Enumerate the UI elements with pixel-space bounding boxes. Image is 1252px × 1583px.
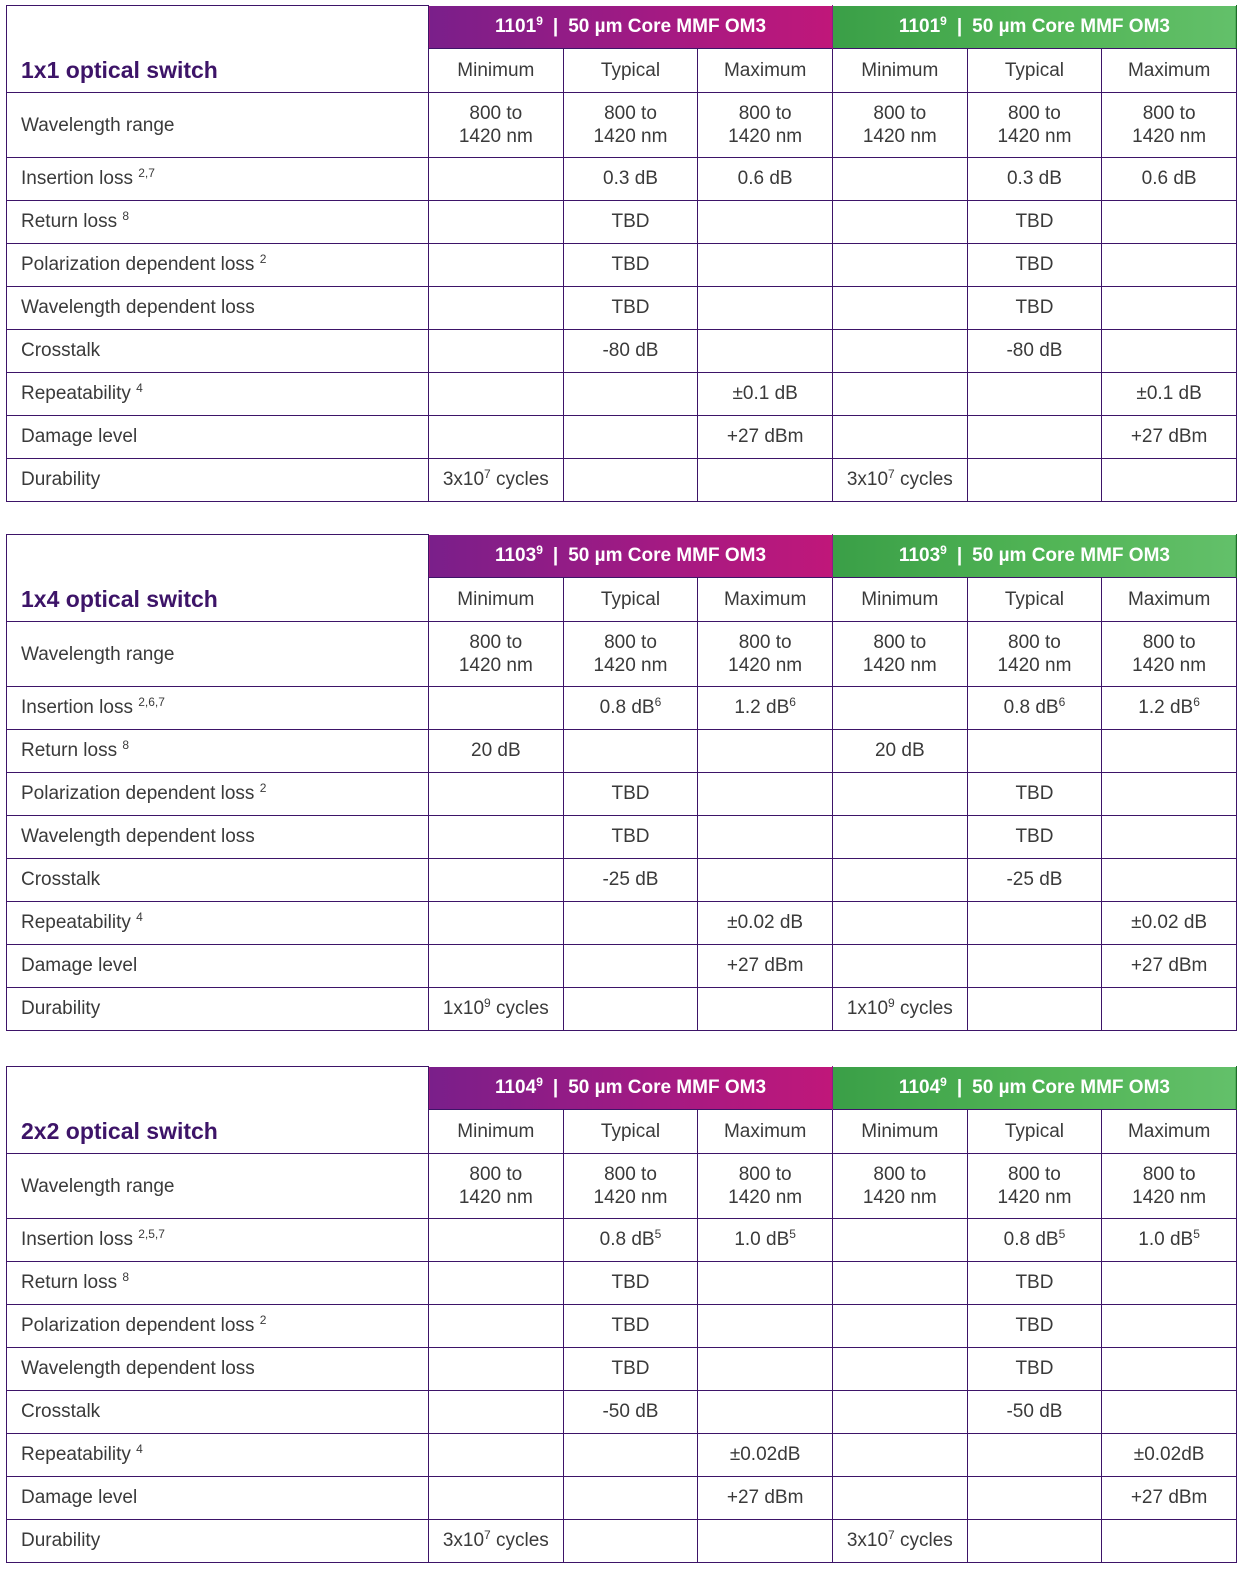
value-cell bbox=[429, 1477, 564, 1520]
table-row bbox=[7, 859, 1237, 902]
table-row bbox=[7, 158, 1237, 201]
column-header: Minimum bbox=[832, 1110, 967, 1154]
value-cell bbox=[967, 459, 1102, 502]
value-cell bbox=[563, 373, 698, 416]
row-label: Return loss $^8$ bbox=[7, 1262, 429, 1305]
value-cell bbox=[1102, 1348, 1237, 1391]
value-cell bbox=[1102, 244, 1237, 287]
value-cell bbox=[1102, 1520, 1237, 1563]
value-cell bbox=[832, 902, 967, 945]
row-label: Wavelength range bbox=[7, 622, 429, 687]
value-cell bbox=[698, 988, 833, 1031]
value-cell bbox=[832, 1305, 967, 1348]
table-row bbox=[7, 1154, 1237, 1219]
table-row bbox=[7, 730, 1237, 773]
value-cell: $3x10^7$ cycles bbox=[832, 1520, 967, 1563]
value-cell: -50 dB bbox=[563, 1391, 698, 1434]
value-cell bbox=[1102, 1391, 1237, 1434]
value-cell bbox=[698, 287, 833, 330]
value-cell bbox=[1102, 988, 1237, 1031]
value-cell: TBD bbox=[563, 244, 698, 287]
value-cell bbox=[429, 1305, 564, 1348]
value-cell bbox=[698, 1262, 833, 1305]
value-cell bbox=[967, 1434, 1102, 1477]
column-header: Maximum bbox=[698, 578, 833, 622]
group-header: 1103$^9$ | 50 µm Core MMF OM3 bbox=[429, 535, 833, 578]
value-cell bbox=[563, 730, 698, 773]
table-row bbox=[7, 945, 1237, 988]
row-label: Crosstalk bbox=[7, 330, 429, 373]
value-cell bbox=[832, 1219, 967, 1262]
row-label: Wavelength dependent loss bbox=[7, 287, 429, 330]
row-label: Durability bbox=[7, 459, 429, 502]
value-cell: TBD bbox=[967, 1305, 1102, 1348]
value-cell bbox=[429, 201, 564, 244]
value-cell: TBD bbox=[967, 1262, 1102, 1305]
group-header: 1101$^9$ | 50 µm Core MMF OM3 bbox=[832, 6, 1236, 49]
value-cell: -80 dB bbox=[563, 330, 698, 373]
row-label: Damage level bbox=[7, 945, 429, 988]
value-cell: 20 dB bbox=[429, 730, 564, 773]
value-cell: TBD bbox=[967, 244, 1102, 287]
value-cell: 0.8 $dB^5$ bbox=[967, 1219, 1102, 1262]
row-label: Wavelength dependent loss bbox=[7, 816, 429, 859]
value-cell bbox=[832, 416, 967, 459]
value-cell bbox=[698, 1391, 833, 1434]
value-cell: +27 dBm bbox=[698, 945, 833, 988]
table-row bbox=[7, 1391, 1237, 1434]
table-row bbox=[7, 459, 1237, 502]
row-label: Polarization dependent loss $^2$ bbox=[7, 773, 429, 816]
value-cell: 800 to 1420 nm bbox=[429, 93, 564, 158]
value-cell bbox=[832, 244, 967, 287]
value-cell: $3x10^7$ cycles bbox=[832, 459, 967, 502]
table-title: 1x4 optical switch bbox=[7, 535, 429, 622]
value-cell bbox=[967, 1477, 1102, 1520]
value-cell bbox=[832, 1477, 967, 1520]
value-cell bbox=[429, 330, 564, 373]
row-label: Crosstalk bbox=[7, 1391, 429, 1434]
row-label: Repeatability $^4$ bbox=[7, 902, 429, 945]
value-cell: TBD bbox=[967, 816, 1102, 859]
value-cell bbox=[429, 1348, 564, 1391]
value-cell bbox=[429, 687, 564, 730]
table-row bbox=[7, 416, 1237, 459]
value-cell: -50 dB bbox=[967, 1391, 1102, 1434]
value-cell bbox=[1102, 287, 1237, 330]
column-header: Typical bbox=[967, 49, 1102, 93]
value-cell bbox=[832, 687, 967, 730]
column-header: Minimum bbox=[429, 1110, 564, 1154]
row-label: Insertion loss $^{2,7}$ bbox=[7, 158, 429, 201]
row-label: Repeatability $^4$ bbox=[7, 373, 429, 416]
value-cell bbox=[832, 773, 967, 816]
table-row bbox=[7, 201, 1237, 244]
value-cell bbox=[1102, 859, 1237, 902]
column-header: Typical bbox=[563, 1110, 698, 1154]
value-cell: 800 to 1420 nm bbox=[563, 622, 698, 687]
value-cell: 800 to 1420 nm bbox=[698, 1154, 833, 1219]
value-cell: ±0.1 dB bbox=[698, 373, 833, 416]
value-cell bbox=[563, 459, 698, 502]
value-cell bbox=[967, 373, 1102, 416]
value-cell: 800 to 1420 nm bbox=[563, 1154, 698, 1219]
row-label: Polarization dependent loss $^2$ bbox=[7, 1305, 429, 1348]
column-header: Minimum bbox=[429, 49, 564, 93]
value-cell: 800 to 1420 nm bbox=[1102, 622, 1237, 687]
value-cell: +27 dBm bbox=[1102, 945, 1237, 988]
value-cell: TBD bbox=[563, 773, 698, 816]
column-header: Maximum bbox=[1102, 578, 1237, 622]
value-cell bbox=[563, 416, 698, 459]
value-cell bbox=[1102, 1262, 1237, 1305]
value-cell: 800 to 1420 nm bbox=[1102, 93, 1237, 158]
value-cell: TBD bbox=[967, 1348, 1102, 1391]
value-cell bbox=[1102, 459, 1237, 502]
table-row bbox=[7, 1219, 1237, 1262]
value-cell: 800 to 1420 nm bbox=[967, 1154, 1102, 1219]
value-cell: 800 to 1420 nm bbox=[698, 93, 833, 158]
value-cell bbox=[698, 730, 833, 773]
group-header: 1104$^9$ | 50 µm Core MMF OM3 bbox=[832, 1067, 1236, 1110]
table-row bbox=[7, 988, 1237, 1031]
table-row bbox=[7, 816, 1237, 859]
table-row bbox=[7, 1520, 1237, 1563]
value-cell: +27 dBm bbox=[698, 416, 833, 459]
row-label: Durability bbox=[7, 1520, 429, 1563]
value-cell: 800 to 1420 nm bbox=[429, 622, 564, 687]
value-cell bbox=[698, 816, 833, 859]
value-cell: 800 to 1420 nm bbox=[832, 622, 967, 687]
value-cell: -25 dB bbox=[563, 859, 698, 902]
table-row bbox=[7, 773, 1237, 816]
value-cell bbox=[563, 1434, 698, 1477]
value-cell bbox=[832, 1434, 967, 1477]
row-label: Damage level bbox=[7, 1477, 429, 1520]
row-label: Durability bbox=[7, 988, 429, 1031]
value-cell bbox=[429, 158, 564, 201]
value-cell: TBD bbox=[563, 1348, 698, 1391]
table-row bbox=[7, 902, 1237, 945]
group-header: 1101$^9$ | 50 µm Core MMF OM3 bbox=[429, 6, 833, 49]
row-label: Wavelength range bbox=[7, 93, 429, 158]
table-row bbox=[7, 330, 1237, 373]
value-cell bbox=[832, 1391, 967, 1434]
column-header: Typical bbox=[967, 1110, 1102, 1154]
value-cell bbox=[429, 1219, 564, 1262]
value-cell bbox=[698, 1520, 833, 1563]
value-cell bbox=[832, 201, 967, 244]
table-title: 1x1 optical switch bbox=[7, 6, 429, 93]
value-cell: TBD bbox=[563, 201, 698, 244]
value-cell: 0.6 dB bbox=[698, 158, 833, 201]
value-cell: 20 dB bbox=[832, 730, 967, 773]
column-header: Minimum bbox=[832, 49, 967, 93]
value-cell bbox=[1102, 816, 1237, 859]
value-cell bbox=[429, 859, 564, 902]
value-cell bbox=[698, 773, 833, 816]
value-cell bbox=[698, 1305, 833, 1348]
spec-table-1x1 bbox=[6, 5, 1237, 502]
value-cell: -80 dB bbox=[967, 330, 1102, 373]
table-row bbox=[7, 1477, 1237, 1520]
value-cell bbox=[967, 902, 1102, 945]
value-cell: +27 dBm bbox=[1102, 416, 1237, 459]
table-row bbox=[7, 1348, 1237, 1391]
value-cell bbox=[429, 1391, 564, 1434]
table-body bbox=[7, 1154, 1237, 1563]
row-label: Wavelength dependent loss bbox=[7, 1348, 429, 1391]
value-cell bbox=[832, 330, 967, 373]
value-cell bbox=[832, 945, 967, 988]
table-row bbox=[7, 244, 1237, 287]
value-cell bbox=[698, 330, 833, 373]
row-label: Insertion loss $^{2,5,7}$ bbox=[7, 1219, 429, 1262]
column-header: Maximum bbox=[698, 1110, 833, 1154]
value-cell: 0.8 $dB^5$ bbox=[563, 1219, 698, 1262]
column-header: Minimum bbox=[832, 578, 967, 622]
value-cell: 1.2 $dB^6$ bbox=[1102, 687, 1237, 730]
value-cell bbox=[832, 373, 967, 416]
table-title: 2x2 optical switch bbox=[7, 1067, 429, 1154]
row-label: Wavelength range bbox=[7, 1154, 429, 1219]
value-cell: 800 to 1420 nm bbox=[429, 1154, 564, 1219]
row-label: Return loss $^8$ bbox=[7, 730, 429, 773]
value-cell: 800 to 1420 nm bbox=[698, 622, 833, 687]
value-cell bbox=[832, 287, 967, 330]
value-cell bbox=[429, 773, 564, 816]
row-label: Return loss $^8$ bbox=[7, 201, 429, 244]
value-cell: ±0.1 dB bbox=[1102, 373, 1237, 416]
value-cell bbox=[967, 945, 1102, 988]
value-cell: TBD bbox=[563, 1262, 698, 1305]
spec-table-1x4 bbox=[6, 534, 1237, 1031]
column-header: Typical bbox=[563, 49, 698, 93]
value-cell: ±0.02 dB bbox=[698, 902, 833, 945]
value-cell bbox=[429, 902, 564, 945]
value-cell bbox=[967, 988, 1102, 1031]
value-cell bbox=[832, 1348, 967, 1391]
group-header: 1104$^9$ | 50 µm Core MMF OM3 bbox=[429, 1067, 833, 1110]
value-cell: 800 to 1420 nm bbox=[832, 93, 967, 158]
row-label: Insertion loss $^{2,6,7}$ bbox=[7, 687, 429, 730]
value-cell: 800 to 1420 nm bbox=[563, 93, 698, 158]
value-cell: TBD bbox=[563, 816, 698, 859]
value-cell bbox=[698, 859, 833, 902]
value-cell bbox=[698, 459, 833, 502]
value-cell bbox=[429, 816, 564, 859]
value-cell: +27 dBm bbox=[698, 1477, 833, 1520]
value-cell bbox=[967, 416, 1102, 459]
column-header: Maximum bbox=[1102, 49, 1237, 93]
table-row bbox=[7, 287, 1237, 330]
value-cell bbox=[429, 416, 564, 459]
value-cell: 0.3 dB bbox=[563, 158, 698, 201]
row-label: Crosstalk bbox=[7, 859, 429, 902]
column-header: Maximum bbox=[1102, 1110, 1237, 1154]
value-cell bbox=[563, 1477, 698, 1520]
value-cell bbox=[832, 158, 967, 201]
value-cell: $1x10^9$ cycles bbox=[832, 988, 967, 1031]
value-cell bbox=[967, 1520, 1102, 1563]
column-header: Maximum bbox=[698, 49, 833, 93]
value-cell: 1.0 $dB^5$ bbox=[1102, 1219, 1237, 1262]
group-header: 1103$^9$ | 50 µm Core MMF OM3 bbox=[832, 535, 1236, 578]
value-cell: ±0.02dB bbox=[698, 1434, 833, 1477]
value-cell bbox=[1102, 1305, 1237, 1348]
column-header: Typical bbox=[967, 578, 1102, 622]
row-label: Damage level bbox=[7, 416, 429, 459]
value-cell bbox=[832, 859, 967, 902]
table-row bbox=[7, 1305, 1237, 1348]
value-cell bbox=[429, 945, 564, 988]
value-cell bbox=[698, 244, 833, 287]
value-cell: +27 dBm bbox=[1102, 1477, 1237, 1520]
value-cell bbox=[563, 945, 698, 988]
value-cell bbox=[698, 201, 833, 244]
value-cell bbox=[1102, 773, 1237, 816]
table-row bbox=[7, 622, 1237, 687]
table-body bbox=[7, 622, 1237, 1031]
table-row bbox=[7, 93, 1237, 158]
value-cell bbox=[1102, 730, 1237, 773]
value-cell: $3x10^7$ cycles bbox=[429, 1520, 564, 1563]
value-cell bbox=[967, 730, 1102, 773]
value-cell bbox=[1102, 330, 1237, 373]
value-cell: TBD bbox=[563, 1305, 698, 1348]
value-cell: 800 to 1420 nm bbox=[967, 93, 1102, 158]
value-cell bbox=[429, 287, 564, 330]
value-cell: TBD bbox=[967, 287, 1102, 330]
value-cell: TBD bbox=[967, 201, 1102, 244]
value-cell: 800 to 1420 nm bbox=[1102, 1154, 1237, 1219]
value-cell bbox=[1102, 201, 1237, 244]
value-cell bbox=[698, 1348, 833, 1391]
value-cell: 800 to 1420 nm bbox=[832, 1154, 967, 1219]
value-cell bbox=[429, 244, 564, 287]
value-cell bbox=[832, 816, 967, 859]
table-row bbox=[7, 1434, 1237, 1477]
value-cell: ±0.02dB bbox=[1102, 1434, 1237, 1477]
table-row bbox=[7, 1262, 1237, 1305]
value-cell: TBD bbox=[563, 287, 698, 330]
value-cell bbox=[563, 1520, 698, 1563]
value-cell bbox=[832, 1262, 967, 1305]
value-cell: 0.6 dB bbox=[1102, 158, 1237, 201]
value-cell: 0.3 dB bbox=[967, 158, 1102, 201]
value-cell: 0.8 $dB^6$ bbox=[967, 687, 1102, 730]
value-cell: 1.0 $dB^5$ bbox=[698, 1219, 833, 1262]
table-body bbox=[7, 93, 1237, 502]
value-cell bbox=[563, 988, 698, 1031]
spec-table-2x2 bbox=[6, 1066, 1237, 1563]
value-cell: 800 to 1420 nm bbox=[967, 622, 1102, 687]
column-header: Typical bbox=[563, 578, 698, 622]
table-row bbox=[7, 687, 1237, 730]
table-row bbox=[7, 373, 1237, 416]
value-cell: -25 dB bbox=[967, 859, 1102, 902]
value-cell bbox=[563, 902, 698, 945]
value-cell: $1x10^9$ cycles bbox=[429, 988, 564, 1031]
value-cell: 1.2 $dB^6$ bbox=[698, 687, 833, 730]
row-label: Polarization dependent loss $^2$ bbox=[7, 244, 429, 287]
value-cell bbox=[429, 1262, 564, 1305]
value-cell: $3x10^7$ cycles bbox=[429, 459, 564, 502]
value-cell bbox=[429, 373, 564, 416]
value-cell: TBD bbox=[967, 773, 1102, 816]
value-cell: 0.8 $dB^6$ bbox=[563, 687, 698, 730]
value-cell: ±0.02 dB bbox=[1102, 902, 1237, 945]
column-header: Minimum bbox=[429, 578, 564, 622]
row-label: Repeatability $^4$ bbox=[7, 1434, 429, 1477]
value-cell bbox=[429, 1434, 564, 1477]
